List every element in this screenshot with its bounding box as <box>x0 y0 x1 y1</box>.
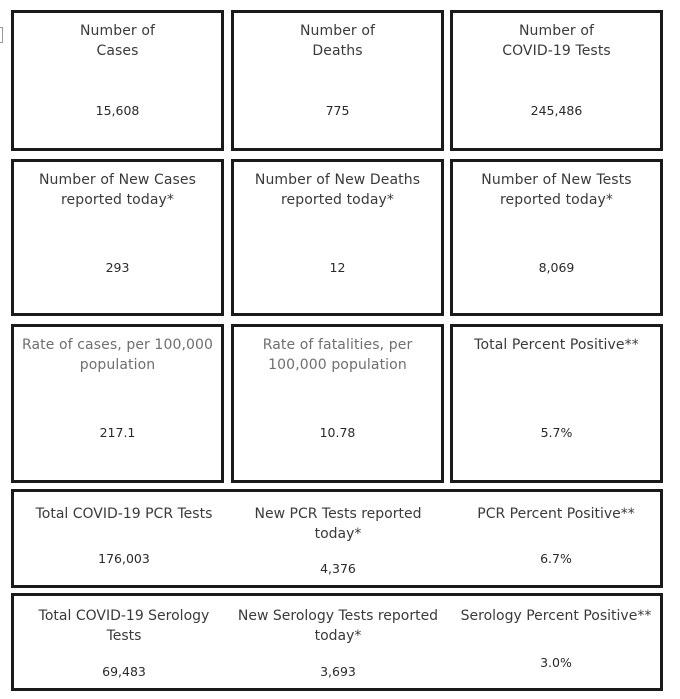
card-value: 245,486 <box>530 103 583 118</box>
panel-value: 3.0% <box>540 655 572 670</box>
card-value: 775 <box>325 103 350 118</box>
pcr-percent-positive <box>448 492 664 585</box>
panel-value: 6.7% <box>540 551 572 566</box>
card-value: 5.7% <box>540 425 573 440</box>
card-number-of-deaths <box>231 10 444 151</box>
card-number-of-tests <box>450 10 663 151</box>
panel-label: New PCR Tests reported today* <box>254 506 422 542</box>
card-label: Rate of fatalities, per 100,000 population <box>262 337 413 373</box>
panel-value: 69,483 <box>102 664 146 679</box>
panel-value: 3,693 <box>320 664 356 679</box>
panel-pcr-tests <box>11 489 663 588</box>
panel-value: 176,003 <box>98 551 150 566</box>
card-case-rate <box>11 324 224 483</box>
card-number-of-cases <box>11 10 224 151</box>
panel-label: Serology Percent Positive** <box>460 608 652 624</box>
panel-value: 4,376 <box>320 561 356 576</box>
card-fatality-rate <box>231 324 444 483</box>
pcr-new-tests <box>230 492 446 585</box>
card-label: Number of New Cases reported today* <box>38 172 197 208</box>
panel-label: New Serology Tests reported today* <box>237 608 439 644</box>
card-value: 12 <box>329 260 346 275</box>
card-label: Rate of cases, per 100,000 population <box>21 337 214 373</box>
card-total-percent-positive <box>450 324 663 483</box>
card-label: Number of Cases <box>79 23 156 59</box>
card-value: 15,608 <box>95 103 140 118</box>
pcr-total-tests <box>16 492 232 585</box>
card-new-deaths <box>231 159 444 316</box>
edge-tab <box>0 27 3 43</box>
card-label: Number of New Deaths reported today* <box>254 172 421 208</box>
card-new-tests <box>450 159 663 316</box>
card-label: Number of New Tests reported today* <box>481 172 632 208</box>
serology-percent-positive <box>448 596 664 688</box>
card-value: 217.1 <box>99 425 136 440</box>
card-value: 10.78 <box>319 425 356 440</box>
card-new-cases <box>11 159 224 316</box>
card-label: Total Percent Positive** <box>474 337 639 353</box>
panel-label: PCR Percent Positive** <box>477 506 635 522</box>
card-label: Number of Deaths <box>299 23 376 59</box>
card-label: Number of COVID-19 Tests <box>502 23 611 59</box>
card-value: 293 <box>105 260 130 275</box>
serology-total-tests <box>16 596 232 688</box>
serology-new-tests <box>230 596 446 688</box>
panel-label: Total COVID-19 Serology Tests <box>38 608 210 644</box>
panel-label: Total COVID-19 PCR Tests <box>35 506 213 522</box>
card-value: 8,069 <box>538 260 575 275</box>
panel-serology-tests <box>11 593 663 691</box>
